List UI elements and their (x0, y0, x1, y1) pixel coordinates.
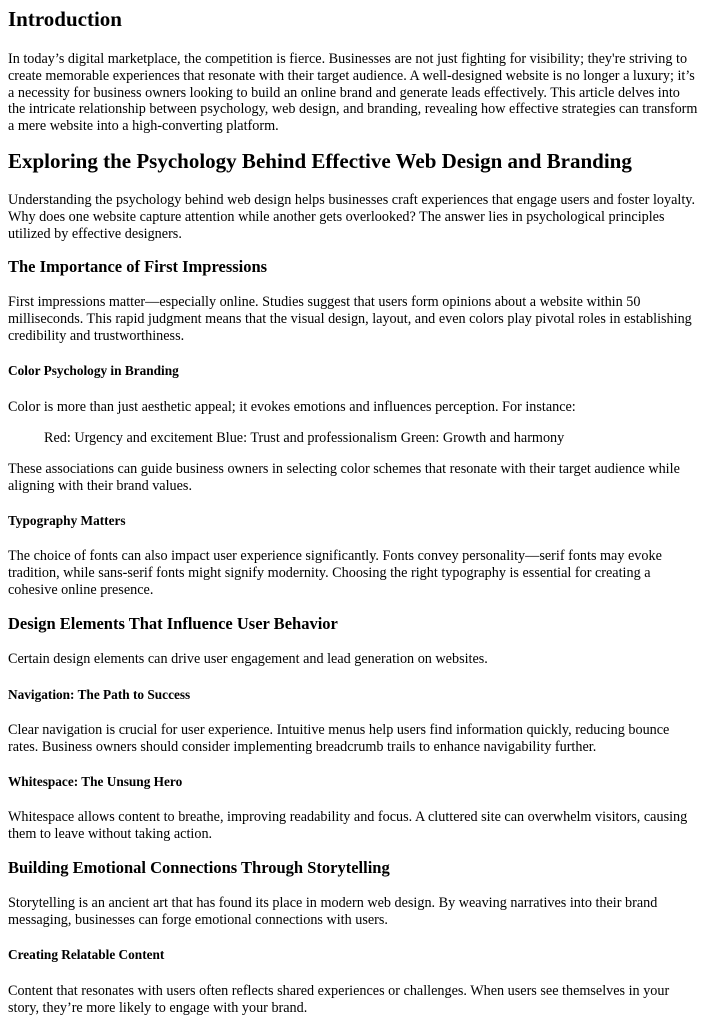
relatable-line: Content that resonates with users often reflects shared experiences or challenges. When users see themselves in your (8, 983, 670, 999)
first-impressions-paragraph (8, 294, 692, 344)
color-after-line: aligning with their brand values. (8, 477, 193, 494)
storytelling-line: Storytelling is an ancient art that has found its place in modern web design. By weaving narratives into their brand (8, 895, 658, 911)
intro-line: In today’s digital marketplace, the competition is fierce. Businesses are not just fighting for visibility; they're striving to (8, 51, 688, 67)
intro-line: a necessity for business owners looking to build an online brand and generate leads effectively. This article delves into (8, 84, 680, 101)
design-elements-line: Certain design elements can drive user engagement and lead generation on websites. (8, 651, 488, 667)
psychology-line: Understanding the psychology behind web design helps businesses craft experiences that engage users and foster loyalty. (8, 192, 695, 208)
first-impressions-heading: The Importance of First Impressions (8, 257, 268, 276)
color-list: Red: Urgency and excitement Blue: Trust and professionalism Green: Growth and harmony (44, 430, 565, 446)
whitespace-line: Whitespace allows content to breathe, improving readability and focus. A cluttered site can overwhelm visitors, causing (8, 809, 688, 825)
first-impressions-line: credibility and trustworthiness. (8, 327, 185, 344)
relatable-heading: Creating Relatable Content (8, 947, 165, 962)
psychology-paragraph (8, 192, 695, 242)
color-intro-line: Color is more than just aesthetic appeal; it evokes emotions and influences perception. For instance: (8, 399, 576, 415)
relatable-line: story, they’re more likely to engage with your brand. (8, 999, 308, 1016)
psychology-line: utilized by effective designers. (8, 225, 182, 242)
first-impressions-line: milliseconds. This rapid judgment means that the visual design, layout, and even colors play pivotal roles in establishing (8, 310, 692, 327)
typography-line: tradition, while sans-serif fonts might signify modernity. Choosing the right typography is essential for creating a (8, 564, 651, 581)
typography-heading: Typography Matters (8, 513, 126, 528)
navigation-heading: Navigation: The Path to Success (8, 687, 191, 702)
color-after-paragraph (8, 461, 680, 495)
typography-paragraph (8, 548, 662, 598)
storytelling-line: messaging, businesses can forge emotional connections with users. (8, 911, 388, 928)
whitespace-paragraph (8, 809, 687, 843)
whitespace-line: them to leave without taking action. (8, 825, 213, 842)
navigation-paragraph (8, 722, 669, 756)
intro-line: a mere website into a high-converting platform. (8, 118, 279, 135)
intro-paragraph (8, 51, 697, 135)
navigation-line: rates. Business owners should consider implementing breadcrumb trails to enhance navigability further. (8, 738, 597, 755)
psychology-line: Why does one website capture attention while another gets overlooked? The answer lies in psychological principles (8, 208, 665, 225)
storytelling-paragraph (8, 895, 657, 929)
intro-line: create memorable experiences that resonate with their target audience. A well-designed website is no longer a luxury; it’s (8, 67, 695, 84)
relatable-paragraph (8, 983, 669, 1017)
typography-line: The choice of fonts can also impact user experience significantly. Fonts convey personality—serif fonts may evoke (8, 548, 662, 564)
first-impressions-line: First impressions matter—especially online. Studies suggest that users form opinions about a website within 50 (8, 294, 641, 310)
color-after-line: These associations can guide business owners in selecting color schemes that resonate with their target audience while (8, 461, 680, 477)
navigation-line: Clear navigation is crucial for user experience. Intuitive menus help users find information quickly, reducing bounce (8, 722, 670, 738)
intro-heading: Introduction (8, 7, 122, 31)
storytelling-heading: Building Emotional Connections Through Storytelling (8, 858, 390, 877)
design-elements-heading: Design Elements That Influence User Behavior (8, 614, 338, 633)
typography-line: cohesive online presence. (8, 581, 154, 598)
intro-line: the intricate relationship between psychology, web design, and branding, revealing how effective strategies can transform (8, 101, 698, 118)
psychology-heading: Exploring the Psychology Behind Effective Web Design and Branding (8, 149, 632, 173)
color-heading: Color Psychology in Branding (8, 363, 179, 378)
whitespace-heading: Whitespace: The Unsung Hero (8, 774, 183, 789)
